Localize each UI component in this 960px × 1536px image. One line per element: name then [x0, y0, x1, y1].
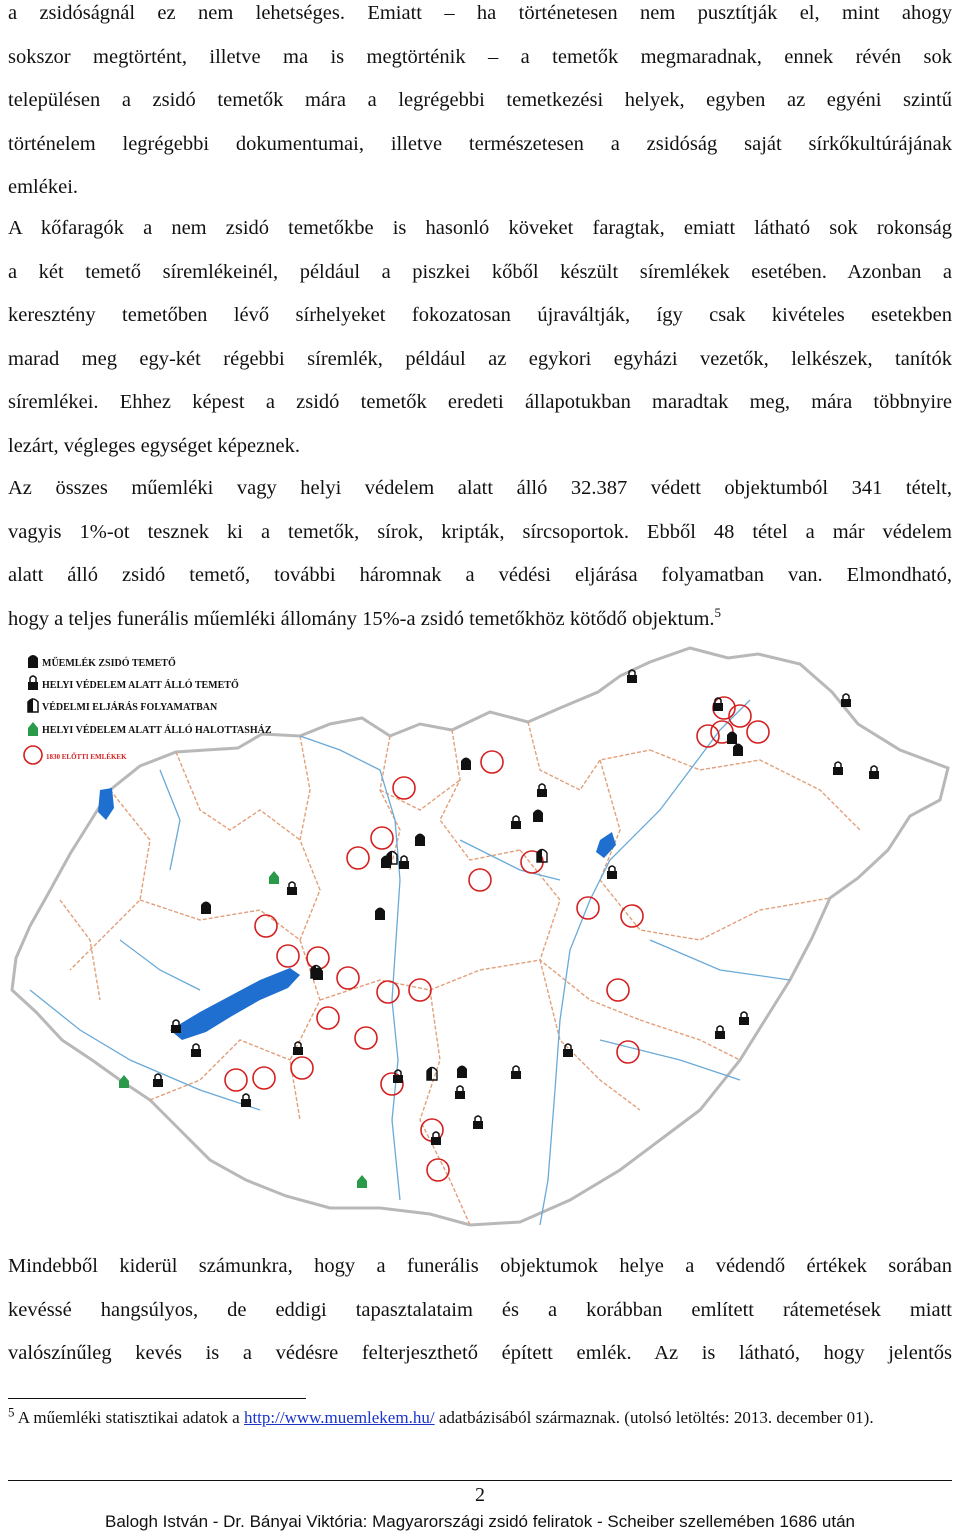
pre-1830-memorial-marker: [481, 751, 503, 773]
filled-tombstone-icon: [28, 655, 38, 668]
pre-1830-memorial-marker: [577, 897, 599, 919]
footnote-separator: [8, 1398, 306, 1399]
lake-balaton: [170, 968, 300, 1040]
text-line: valószínűleg kevés is a védésre felterjeszthető épített emlék. Az is látható, hogy jelentős: [8, 1342, 952, 1364]
listed-jewish-cemetery-marker: [457, 1066, 467, 1079]
padlock-shackle: [295, 1042, 301, 1047]
pre-1830-memorial-marker: [337, 967, 359, 989]
locally-protected-cemetery-marker: [431, 1137, 441, 1145]
footnote-reference[interactable]: 5: [714, 604, 722, 620]
locally-protected-cemetery-marker: [153, 1079, 163, 1087]
pre-1830-memorial-marker: [347, 847, 369, 869]
text-line: történelem legrégebbi dokumentumai, illetve természetesen a zsidóság saját sírkőkultúrájának: [8, 132, 952, 155]
footnote-text: adatbázisából származnak. (utolsó letöltés: 2013. december 01).: [434, 1408, 874, 1427]
padlock-shackle: [843, 694, 849, 699]
locally-protected-cemetery-marker: [191, 1049, 201, 1057]
paragraph-1: [8, 0, 952, 210]
legend-item: [28, 722, 272, 736]
text-line: településen a zsidó temetők mára a legrégebbi temetkezési helyek, egyben az egyéni szintű: [8, 89, 952, 111]
padlock-shackle: [513, 1066, 519, 1071]
text-line: a két temető síremlékeinél, például a piszkei kőből készült síremlékek esetében. Azonban a: [8, 260, 952, 283]
legend-label: VÉDELMI ELJÁRÁS FOLYAMATBAN: [42, 702, 218, 713]
text-line: marad meg egy-két régebbi síremlék, például az egykori egyházi vezetők, lelkészek, tanítók: [8, 347, 952, 370]
page-number: 2: [475, 1484, 485, 1506]
text-line: kevéssé hangsúlyos, de eddigi tapasztalataim és a korábban említett rátemetések miatt: [8, 1298, 952, 1321]
half-fill: [427, 1067, 432, 1080]
locally-protected-cemetery-marker: [241, 1099, 251, 1107]
listed-jewish-cemetery-marker: [201, 902, 211, 915]
locally-protected-cemetery-marker: [511, 1071, 521, 1079]
protected-mortuary-marker: [357, 1175, 367, 1188]
padlock-shackle: [539, 784, 545, 789]
listed-jewish-cemetery-marker: [533, 810, 543, 823]
listed-jewish-cemetery-marker: [375, 908, 385, 921]
protected-mortuary-marker: [119, 1075, 129, 1088]
green-house-icon: [28, 722, 38, 736]
pre-1830-memorial-marker: [317, 1007, 339, 1029]
locally-protected-cemetery-marker: [171, 1025, 181, 1033]
legend-label: HELYI VÉDELEM ALATT ÁLLÓ TEMETŐ: [42, 680, 239, 691]
paragraph-4: [8, 1245, 952, 1376]
lake-tisza: [596, 832, 616, 858]
pre-1830-memorial-marker: [427, 1159, 449, 1181]
locally-protected-cemetery-marker: [607, 871, 617, 879]
locally-protected-cemetery-marker: [841, 699, 851, 707]
legend-item: [24, 746, 127, 764]
locally-protected-cemetery-marker: [563, 1049, 573, 1057]
text-fragment: hogy a teljes funerális műemléki állomány 15%-a zsidó temetőkhöz kötődő objektum.: [8, 607, 715, 630]
footnote-text: A műemléki statisztikai adatok a: [14, 1408, 244, 1427]
text-line: vagyis 1%-ot tesznek ki a temetők, sírok, kripták, sírcsoportok. Ebből 48 tétel a már védelem: [8, 520, 952, 543]
padlock-shackle: [457, 1086, 463, 1091]
pre-1830-memorial-marker: [747, 721, 769, 743]
padlock-shackle: [155, 1074, 161, 1079]
locally-protected-cemetery-marker: [393, 1075, 403, 1083]
legend-label: MŰEMLÉK ZSIDÓ TEMETŐ: [42, 658, 176, 669]
listed-jewish-cemetery-marker: [461, 758, 471, 771]
padlock-shackle: [741, 1012, 747, 1017]
pre-1830-memorial-marker: [607, 979, 629, 1001]
text-line: Az összes műemléki vagy helyi védelem alatt álló 32.387 védett objektumból 341 tételt,: [8, 477, 952, 499]
locally-protected-cemetery-marker: [399, 861, 409, 869]
locally-protected-cemetery-marker: [627, 675, 637, 683]
text-line: lezárt, végleges egységet képeznek.: [8, 434, 300, 457]
locally-protected-cemetery-marker: [293, 1047, 303, 1055]
padlock-shackle: [835, 762, 841, 767]
text-line: Mindebből kiderül számunkra, hogy a funerális objektumok helye a védendő értékek sorában: [8, 1255, 952, 1277]
padlock-shackle: [871, 766, 877, 771]
half-fill: [387, 851, 392, 864]
text-line: síremlékei. Ehhez képest a zsidó temetők eredeti állapotukban maradtak meg, mára többnyire: [8, 391, 952, 413]
pre-1830-memorial-marker: [393, 777, 415, 799]
listed-jewish-cemetery-marker: [415, 834, 425, 847]
padlock-shackle: [717, 1026, 723, 1031]
pre-1830-memorial-marker: [377, 981, 399, 1003]
text-line: a zsidóságnál ez nem lehetséges. Emiatt – ha történetesen nem pusztítják el, mint ahogy: [8, 2, 952, 24]
locally-protected-cemetery-marker: [715, 1031, 725, 1039]
listed-jewish-cemetery-marker: [733, 744, 743, 757]
text-line: keresztény temetőben lévő sírhelyeket fokozatosan újraváltják, így csak kivételes esetekben: [8, 304, 952, 326]
padlock-shackle: [401, 856, 407, 861]
locally-protected-cemetery-marker: [739, 1017, 749, 1025]
padlock-shackle: [193, 1044, 199, 1049]
locally-protected-cemetery-marker: [869, 771, 879, 779]
padlock-shackle: [475, 1116, 481, 1121]
legend-label: HELYI VÉDELEM ALATT ÁLLÓ HALOTTASHÁZ: [42, 725, 272, 736]
locally-protected-cemetery-marker: [455, 1091, 465, 1099]
padlock-shackle: [173, 1020, 179, 1025]
listed-jewish-cemetery-marker: [727, 732, 737, 745]
pre-1830-memorial-marker: [225, 1069, 247, 1091]
pre-1830-memorial-marker: [355, 1027, 377, 1049]
pre-1830-memorial-marker: [621, 905, 643, 927]
locally-protected-cemetery-marker: [537, 789, 547, 797]
locally-protected-cemetery-marker: [511, 821, 521, 829]
legend-item: [28, 676, 239, 691]
running-footer: Balogh István - Dr. Bányai Viktória: Magyarországi zsidó feliratok - Scheiber szellemében 1686 után: [105, 1512, 855, 1531]
pre-1830-memorial-marker: [617, 1041, 639, 1063]
pre-1830-memorial-marker: [253, 1067, 275, 1089]
locally-protected-cemetery-marker: [833, 767, 843, 775]
footnote-number: 5: [8, 1404, 15, 1420]
text-line: sokszor megtörtént, illetve ma is megtörténik – a temetők megmaradnak, ennek révén sok: [8, 45, 952, 68]
paragraph-3: [8, 467, 952, 641]
locally-protected-cemetery-marker: [473, 1121, 483, 1129]
text-line: [8, 598, 952, 642]
legend-item: [28, 698, 218, 713]
footnote-link[interactable]: http://www.muemlekem.hu/: [243, 1408, 435, 1427]
text-line: alatt álló zsidó temető, további háromnak a védési eljárása folyamatban van. Elmondható,: [8, 564, 952, 586]
legend-item: [28, 655, 176, 669]
padlock-shackle: [243, 1094, 249, 1099]
half-fill: [537, 849, 542, 862]
lake-ferto: [98, 788, 114, 820]
legend-label: 1830 ELŐTTI EMLÉKEK: [46, 753, 127, 761]
padlock-shackle: [609, 866, 615, 871]
hungary-cemetery-map: [0, 640, 960, 1235]
text-line: A kőfaragók a nem zsidó temetőkbe is hasonló köveket faragtak, emiatt látható sok rokonság: [8, 217, 952, 239]
paragraph-2: [8, 207, 952, 468]
padlock-shackle: [513, 816, 519, 821]
pre-1830-memorial-marker: [277, 945, 299, 967]
pre-1830-memorial-marker: [291, 1057, 313, 1079]
pre-1830-memorial-marker: [469, 869, 491, 891]
pre-1830-memorial-marker: [255, 915, 277, 937]
locally-protected-cemetery-marker: [287, 887, 297, 895]
protected-mortuary-marker: [269, 871, 279, 884]
red-circle-icon: [24, 746, 42, 764]
padlock-icon: [28, 682, 38, 690]
pre-1830-memorial-marker: [371, 827, 393, 849]
padlock-shackle: [289, 882, 295, 887]
footer-separator: [8, 1480, 952, 1481]
padlock-shackle: [433, 1132, 439, 1137]
locally-protected-cemetery-marker: [713, 703, 723, 711]
text-line: emlékei.: [8, 176, 79, 198]
footnote: [8, 1405, 952, 1431]
